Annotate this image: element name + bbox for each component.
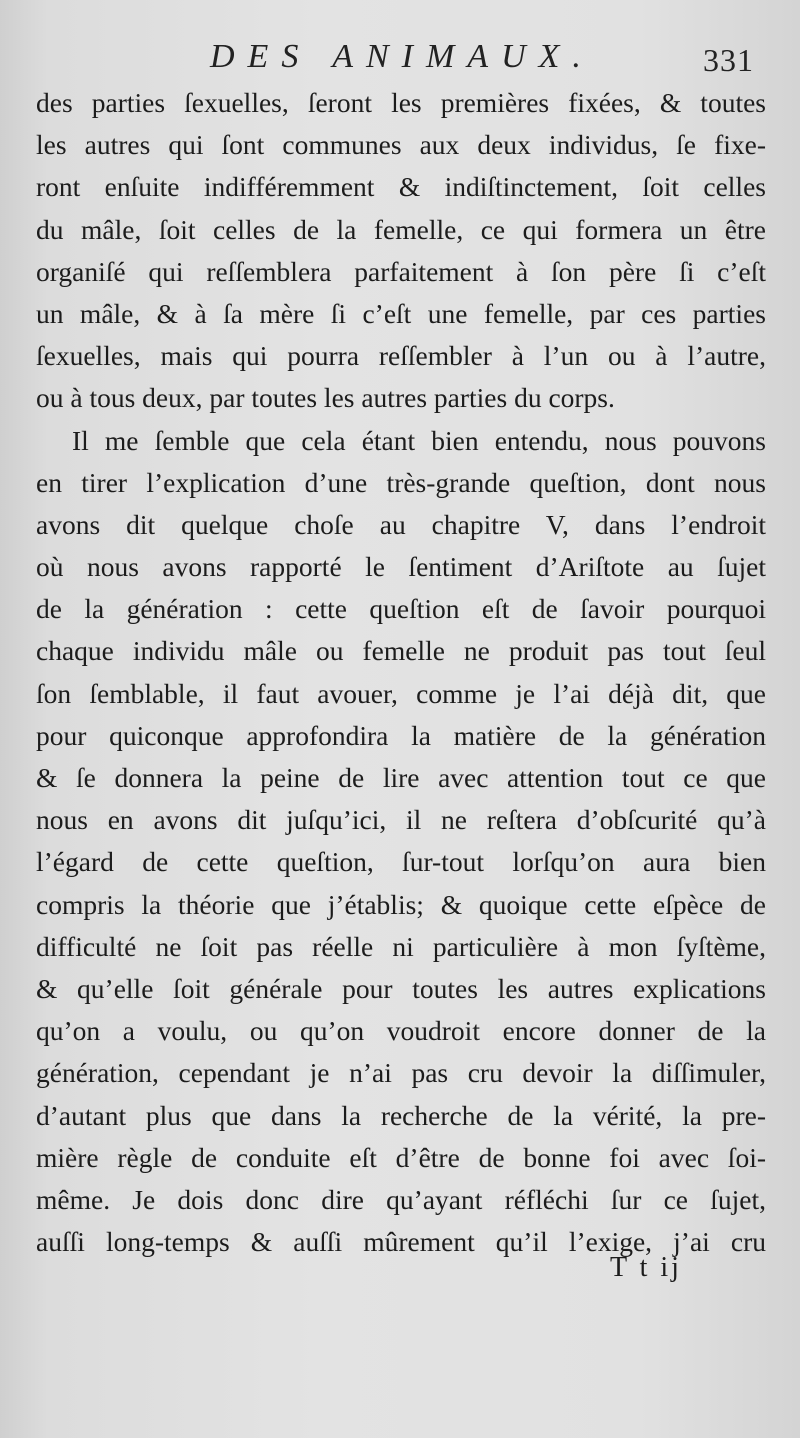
text-line: l’égard de cette queſtion, ſur-tout lorſqu’on aura bien [36,846,766,878]
text-line: mière règle de conduite eſt d’être de bonne foi avec ſoi- [36,1141,766,1173]
text-line: auſſi long-temps & auſſi mûrement qu’il l’exige, j’ai cru [36,1226,766,1258]
text-line: de la génération : cette queſtion eſt de ſavoir pourquoi [36,593,766,625]
text-line: les autres qui ſont communes aux deux individus, ſe fixe- [36,129,766,161]
text-line: & ſe donnera la peine de lire avec attention tout ce que [36,762,766,793]
text-line: nous en avons dit juſqu’ici, il ne reſtera d’obſcurité qu’à [36,804,766,836]
paragraph-start-line: Il me ſemble que cela étant bien entendu, nous pouvons [72,424,766,456]
paragraph-end-line: ou à tous deux, par toutes les autres parties du corps. [36,382,615,414]
text-line: en tirer l’explication d’une très-grande queſtion, dont nous [36,466,766,498]
text-line: d’autant plus que dans la recherche de la vérité, la pre- [36,1099,766,1131]
text-line: difficulté ne ſoit pas réelle ni particulière à mon ſyſtème, [36,930,766,962]
text-line: chaque individu mâle ou femelle ne produit pas tout ſeul [36,635,766,667]
text-line: du mâle, ſoit celles de la femelle, ce qui formera un être [36,213,766,245]
text-line: compris la théorie que j’établis; & quoique cette eſpèce de [36,888,766,920]
text-line: & qu’elle ſoit générale pour toutes les autres explications [36,972,766,1004]
text-line: ſexuelles, mais qui pourra reſſembler à l’un ou à l’autre, [36,340,766,372]
text-line: génération, cependant je n’ai pas cru devoir la diſſimuler, [36,1057,766,1089]
text-line: ront enſuite indifféremment & indiſtinctement, ſoit celles [36,171,766,203]
text-line: ſon ſemblable, il faut avouer, comme je l’ai déjà dit, que [36,677,766,709]
text-line: qu’on a voulu, ou qu’on voudroit encore donner de la [36,1015,766,1047]
text-line: organiſé qui reſſemblera parfaitement à ſon père ſi c’eſt [36,255,766,287]
text-line: pour quiconque approfondira la matière de la génération [36,719,766,751]
page-number: 331 [703,42,754,78]
running-title: DES ANIMAUX. [210,38,594,75]
text-line: un mâle, & à ſa mère ſi c’eſt une femelle, par ces parties [36,297,766,329]
body-text [36,82,766,1263]
text-line: avons dit quelque choſe au chapitre V, dans l’endroit [36,508,766,540]
text-line: où nous avons rapporté le ſentiment d’Ariſtote au ſujet [36,551,766,583]
text-line: des parties ſexuelles, ſeront les premières fixées, & toutes [36,87,766,118]
text-line: même. Je dois donc dire qu’ayant réfléchi ſur ce ſujet, [36,1183,766,1215]
signature-mark: T t ij [610,1252,682,1283]
